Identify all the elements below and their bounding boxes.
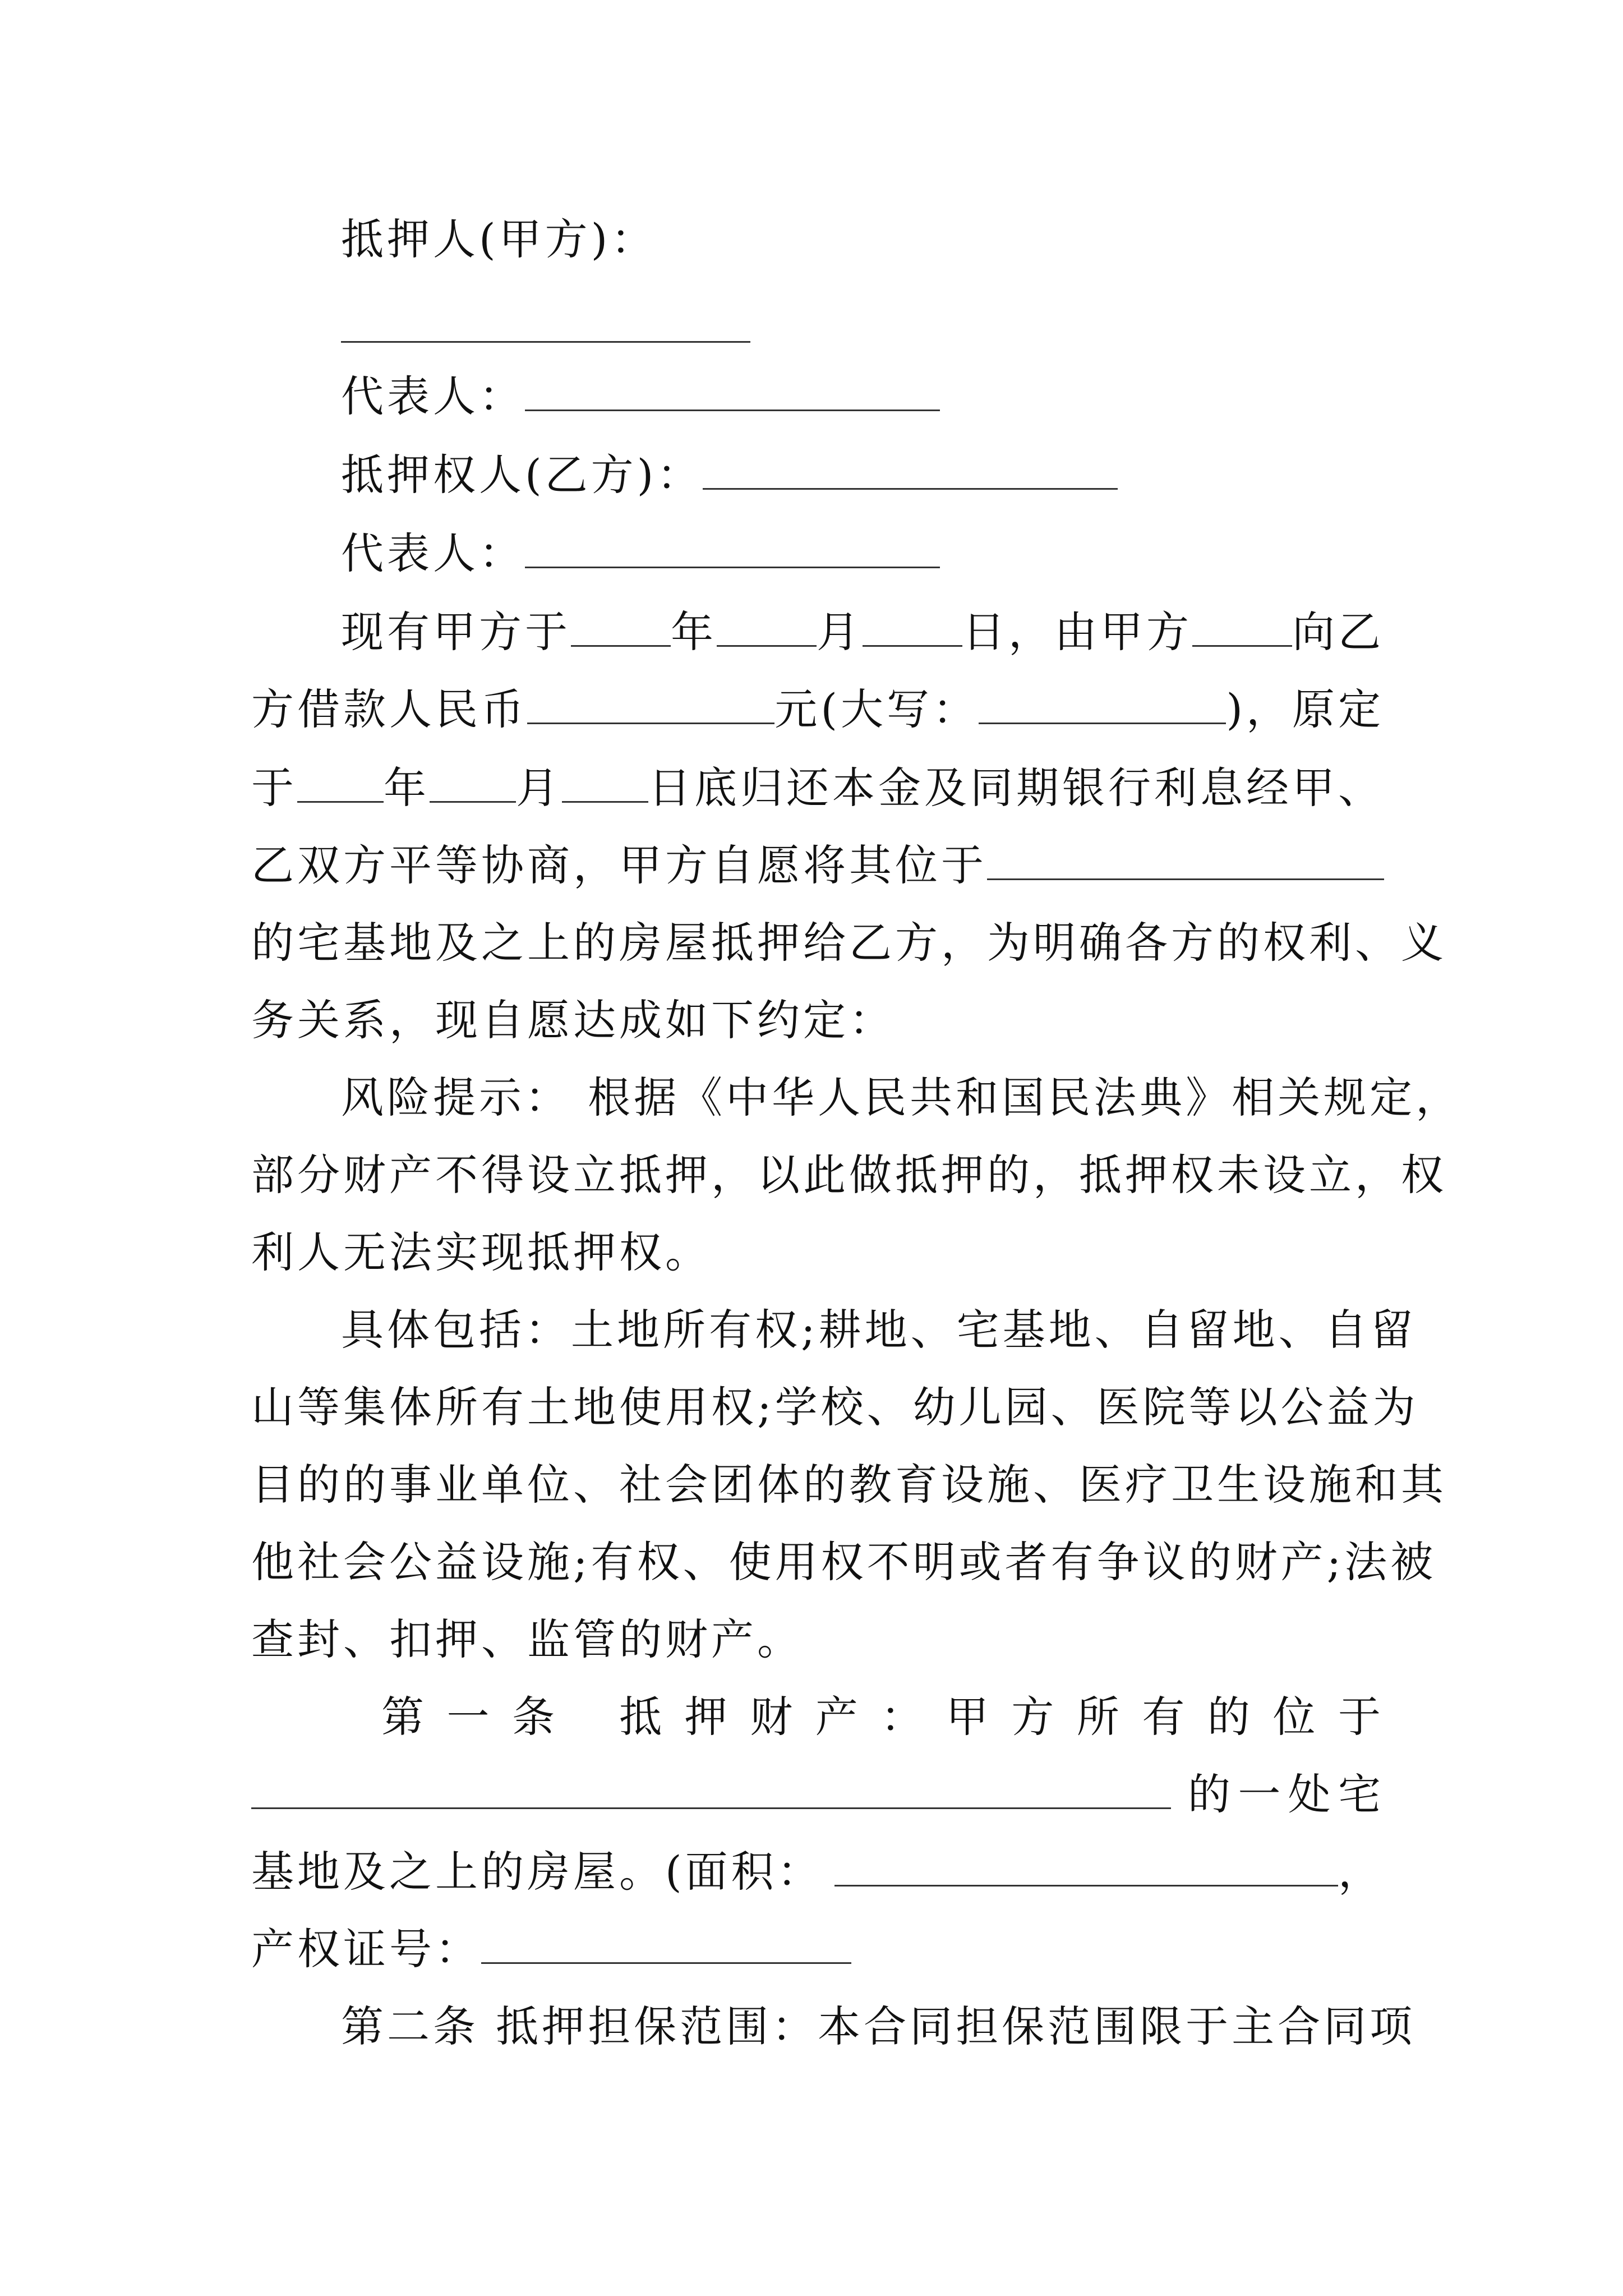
preamble-text: 年 — [671, 607, 717, 657]
preamble-text: )，原定 — [1226, 684, 1384, 734]
risk-line-2: 部分财产不得设立抵押，以此做抵押的，抵押权未设立，权 — [251, 1150, 1447, 1200]
article-1-char: 宅 — [1338, 1769, 1384, 1819]
due-month-blank — [430, 769, 516, 803]
representative-2-line — [341, 523, 1384, 585]
article-1-text: 产权证号： — [251, 1924, 481, 1974]
article-1-text: 基地及之上的房屋。(面积： — [251, 1847, 823, 1897]
party-blank — [1192, 613, 1292, 647]
article-1-char: ： — [880, 1692, 927, 1742]
article-1-char: 抵 — [619, 1692, 666, 1742]
preamble-text: 日底归还本金及同期银行利息经甲、 — [648, 763, 1384, 813]
area-blank — [834, 1852, 1338, 1887]
article-1-char: 位 — [1272, 1692, 1319, 1742]
preamble-text: 元(大写： — [774, 684, 979, 734]
article-1-char: 处 — [1288, 1769, 1334, 1819]
mortgagee-label: 抵押权人(乙方)： — [341, 450, 703, 500]
location-blank — [987, 846, 1384, 880]
preamble-text: 月 — [516, 763, 562, 813]
article-1-char: 的 — [1207, 1692, 1253, 1742]
mortgagee-line — [341, 444, 1384, 506]
preamble-line-4 — [251, 835, 1384, 896]
article-1-text: ， — [1338, 1847, 1384, 1897]
article-1-char: 押 — [684, 1692, 731, 1742]
mortgagor-label: 抵押人(甲方)： — [341, 214, 657, 264]
article-1-char: 第 — [381, 1692, 427, 1742]
preamble-text: 方借款人民币 — [251, 684, 527, 734]
preamble-text: 年 — [384, 763, 430, 813]
year-blank — [571, 613, 671, 647]
preamble-line-2 — [251, 679, 1384, 740]
mortgagor-name-blank — [341, 309, 750, 343]
preamble-line-1 — [341, 601, 1384, 663]
article-1-char: 于 — [1338, 1692, 1384, 1742]
representative-2-label: 代表人： — [341, 528, 525, 578]
detail-line-5: 查封、扣押、监管的财产。 — [251, 1614, 803, 1664]
month-blank — [717, 613, 817, 647]
detail-line-3: 目的的事业单位、社会团体的教育设施、医疗卫生设施和其 — [251, 1460, 1447, 1510]
property-location-blank — [251, 1775, 1171, 1809]
due-year-blank — [297, 769, 384, 803]
preamble-text: 于 — [251, 763, 297, 813]
preamble-text: 月 — [817, 607, 863, 657]
detail-line-1: 具体包括：土地所有权;耕地、宅基地、自留地、自留 — [341, 1305, 1417, 1355]
mortgagee-blank — [703, 455, 1118, 490]
article-1-char: 财 — [750, 1692, 796, 1742]
representative-1-label: 代表人： — [341, 371, 525, 421]
due-day-blank — [562, 769, 648, 803]
article-1-char: 条 — [512, 1692, 559, 1742]
mortgagor-line — [341, 209, 1384, 270]
article-1-char: 的 — [1188, 1769, 1234, 1819]
representative-2-blank — [525, 534, 940, 568]
certificate-number-blank — [481, 1930, 851, 1964]
article-1-line-2 — [251, 1764, 1384, 1825]
article-1-char: 方 — [1011, 1692, 1058, 1742]
article-1-char: 产 — [815, 1692, 861, 1742]
article-1-char: 一 — [446, 1692, 493, 1742]
article-1-line-4 — [251, 1918, 1384, 1980]
preamble-line-6: 务关系，现自愿达成如下约定： — [251, 995, 895, 1045]
article-1-char: 所 — [1076, 1692, 1123, 1742]
risk-line-3: 利人无法实现抵押权。 — [251, 1227, 711, 1277]
preamble-line-3 — [251, 757, 1384, 819]
preamble-text: 乙双方平等协商，甲方自愿将其位于 — [251, 840, 987, 890]
article-1-line-3 — [251, 1841, 1384, 1903]
article-1-char: 一 — [1238, 1769, 1284, 1819]
article-2-line-1: 第二条 抵押担保范围：本合同担保范围限于主合同项 — [341, 2001, 1416, 2051]
article-1-char: 有 — [1142, 1692, 1188, 1742]
risk-line-1: 风险提示： 根据《中华人民共和国民法典》相关规定， — [341, 1073, 1462, 1122]
day-blank — [863, 613, 962, 647]
article-1-tail — [1188, 1764, 1384, 1825]
amount-blank — [527, 690, 774, 724]
detail-line-4: 他社会公益设施;有权、使用权不明或者有争议的财产;法被 — [251, 1537, 1437, 1587]
representative-1-blank — [525, 377, 940, 411]
detail-line-2: 山等集体所有土地使用权;学校、幼儿园、医院等以公益为 — [251, 1382, 1419, 1432]
amount-words-blank — [979, 690, 1226, 724]
preamble-text: 日，由甲方 — [962, 607, 1192, 657]
article-1-char: 甲 — [946, 1692, 992, 1742]
preamble-line-5: 的宅基地及之上的房屋抵押给乙方，为明确各方的权利、义 — [251, 918, 1447, 968]
preamble-text: 现有甲方于 — [341, 607, 571, 657]
representative-1-line — [341, 366, 1384, 427]
mortgagor-name-field — [341, 297, 1384, 359]
article-1-line-1 — [381, 1686, 1384, 1748]
preamble-text: 向乙 — [1292, 607, 1384, 657]
